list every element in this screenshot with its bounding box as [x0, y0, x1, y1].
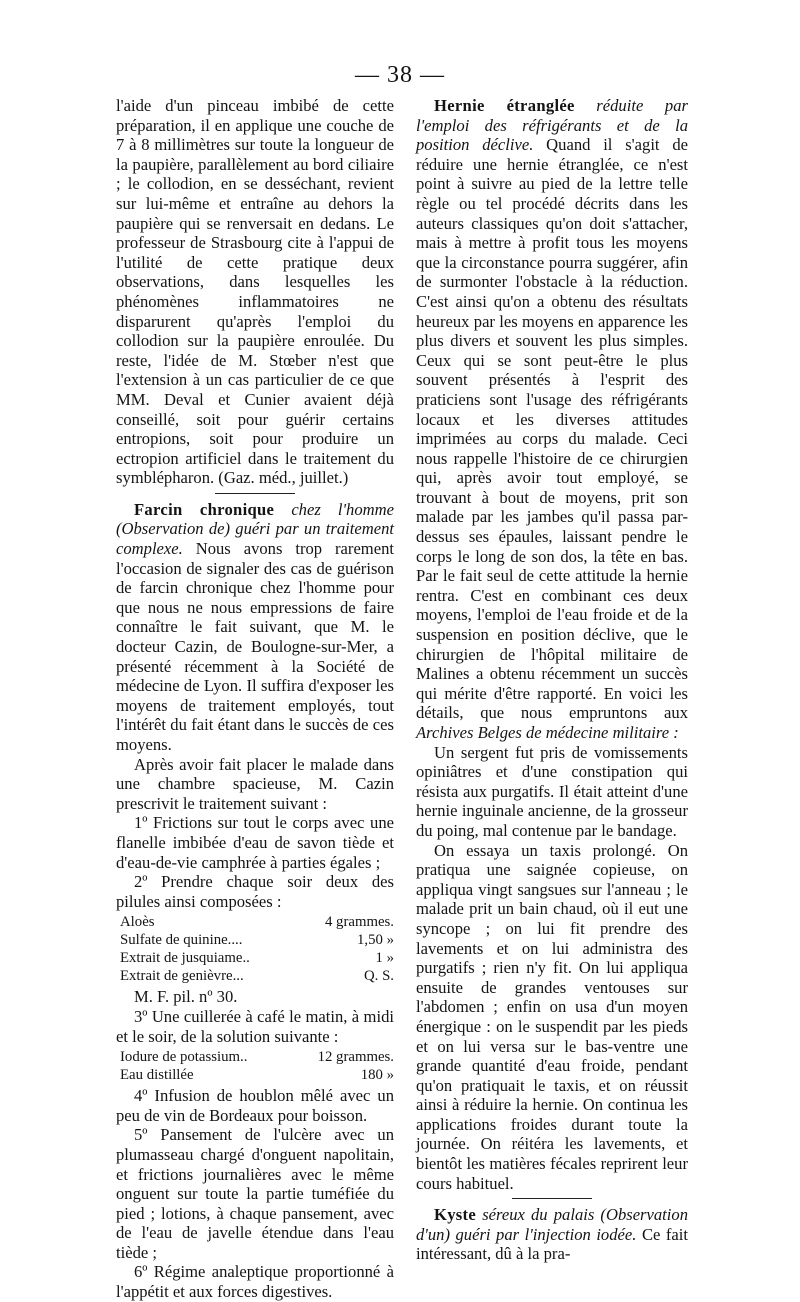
paragraph-treatment: On essaya un taxis prolongé. On pratiqua une saignée copieuse, on appliqua vingt sangsues sur l'anneau ; le malade prit un bain chaud, où il eut une syncope ; on lui fit prendre des lavements et on lui administra des purgatifs ; rien n'y fit. On lui appliqua ensuite de grandes ventouses sur l'abdomen ; enfin on usa d'un moyen énergique : on le suspendit par les pieds et on lui versa sur le bas-ventre une grande quantité d'eau froide, pendant qu'on pratiquait le taxis, et on réussit ainsi à réduire la hernie. On continua les applications froides durant toute la journée. On réitéra les lavements, et bientôt les matières fécales reprirent leur cours habituel. [416, 840, 688, 1193]
paragraph-prescription: Après avoir fait placer le malade dans une chambre spacieuse, M. Cazin prescrivit le traitement suivant : [116, 754, 394, 813]
treatment-item-5: 5º Pansement de l'ulcère avec un plumasseau chargé d'onguent napolitain, et frictions journalières avec le même onguent sur toute la partie tuméfiée du pied ; lotions, à chaque pansement, avec de l'eau de javelle étendue dans l'eau tiède ; [116, 1125, 394, 1262]
article-subtitle: chez l'homme (Observation de) guéri par un traitement complexe. [116, 499, 394, 559]
ingredient-dose: 12 grammes. [317, 1049, 394, 1066]
ingredient-dose: 1 » [375, 950, 394, 967]
formula-solution [120, 1048, 394, 1084]
ingredient-dose: 180 » [360, 1067, 394, 1084]
formula-row [120, 1066, 394, 1084]
article-text: Nous avons trop rarement l'occasion de signaler des cas de guérison de farcin chronique chez l'homme pour que nous ne nous empressions de faire connaître le fait suivant, que M. le docteur Cazin, de Boulogne-sur-Mer, a présenté récemment à la Société de médecine de Lyon. Il suffira d'exposer les moyens de traitement employés, tout l'intérêt du fait étant dans le succès de ces moyens. [116, 539, 394, 754]
article-title: Kyste [434, 1205, 477, 1225]
treatment-item-1: 1º Frictions sur tout le corps avec une flanelle imbibée d'eau de savon tiède et d'eau-de-vie camphrée à parties égales ; [116, 813, 394, 872]
treatment-item-6: 6º Régime analeptique proportionné à l'appétit et aux forces digestives. [116, 1262, 394, 1302]
paragraph-case: Un sergent fut pris de vomissements opiniâtres et d'une constipation qui résista aux purgatifs. Il était atteint d'une hernie inguinale ancienne, de la grosseur du poing, mal contenue par le bandage. [416, 742, 688, 840]
formula-row [120, 913, 394, 931]
article-title: Farcin chronique [134, 499, 275, 519]
right-column [416, 96, 688, 1264]
page-number: — 38 — [355, 62, 445, 88]
ingredient-name: Extrait de jusquiame.. [120, 950, 250, 967]
paragraph-collodion: l'aide d'un pinceau imbibé de cette préparation, il en applique une couche de 7 à 8 millimètres sur toute la longueur de la paupière, parallèlement au bord ciliaire ; le collodion, en se desséchant, revient sur lui-même et entraîne au dehors la paupière qui se renversait en dedans. Le professeur de Strasbourg cite à l'appui de l'utilité de cette pratique deux observations, dans lesquelles les phénomènes inflammatoires ne disparurent qu'après l'emploi du collodion sur la paupière enroulée. Du reste, l'idée de M. Stœber n'est que l'extension à un cas particulier de ce que MM. Deval et Cunier avaient déjà conseillé, soit pour guérir certains entropions, soit pour produire un ectropion artificiel dans le traitement du symblépharon. (Gaz. méd., juillet.) [116, 96, 394, 488]
ingredient-name: Eau distillée [120, 1067, 194, 1084]
ingredient-name: Aloès [120, 914, 155, 931]
article-hernie [416, 96, 688, 743]
ingredient-dose: 1,50 » [357, 932, 394, 949]
article-farcin [116, 500, 394, 755]
source-citation: Archives Belges de médecine militaire : [416, 723, 679, 742]
section-separator [512, 1198, 592, 1199]
ingredient-name: Sulfate de quinine.... [120, 932, 243, 949]
formula-row [120, 1048, 394, 1066]
section-separator [215, 493, 295, 494]
treatment-item-2: 2º Prendre chaque soir deux des pilules ainsi composées : [116, 872, 394, 911]
formula-row [120, 949, 394, 967]
formula-pills [120, 913, 394, 985]
article-text: Ce fait intéressant, dû à la pra- [416, 1224, 688, 1264]
treatment-item-4: 4º Infusion de houblon mêlé avec un peu de vin de Bordeaux pour boisson. [116, 1086, 394, 1125]
formula-instruction: M. F. pil. nº 30. [134, 987, 238, 1007]
article-subtitle: réduite par l'emploi des réfrigérants et de la position déclive. [416, 96, 688, 155]
treatment-item-3: 3º Une cuillerée à café le matin, à midi et le soir, de la solution suivante : [116, 1006, 394, 1046]
left-column [116, 96, 394, 1302]
article-kyste [416, 1205, 688, 1264]
ingredient-name: Extrait de genièvre... [120, 968, 244, 985]
ingredient-name: Iodure de potassium.. [120, 1049, 248, 1066]
article-subtitle: séreux du palais (Observation d'un) guéri par l'injection iodée. [416, 1205, 688, 1244]
ingredient-dose: 4 grammes. [324, 914, 394, 931]
formula-row [120, 931, 394, 949]
ingredient-dose: Q. S. [363, 968, 394, 985]
article-title: Hernie étranglée [434, 96, 575, 115]
formula-row [120, 967, 394, 985]
article-text: Quand il s'agit de réduire une hernie étranglée, ce n'est point à suivre au pied de la lettre telle règle ou tel procédé décrits dans les auteurs classiques qu'on doit s'attacher, mais à mettre à profit tous les moyens que la circonstance pourra suggérer, afin de surmonter l'obstacle à la réduction. C'est ainsi qu'on a obtenu des résultats heureux par les moyens en apparence les plus divers et souvent les plus simples. Ceux qui se sont peut-être le plus souvent présentés à l'esprit des praticiens sont l'usage des réfrigérants locaux et les diverses attitudes imprimées au corps du malade. Ceci nous rappelle l'histoire de ce chirurgien qui, après avoir tout employé, se trouvant à bout de moyens, prit son malade par les jambes qu'il passa par-dessus ses épaules, laissant pendre le corps le long de son dos, la tête en bas. Par le fait seul de cette attitude la hernie rentra. C'est en combinant ces deux moyens, l'emploi de l'eau froide et de la suspension en position déclive, que le chirurgien de l'hôpital militaire de Malines a obtenu récemment un succès qui mérite d'être rapporté. En voici les détails, que nous empruntons aux [416, 135, 688, 723]
